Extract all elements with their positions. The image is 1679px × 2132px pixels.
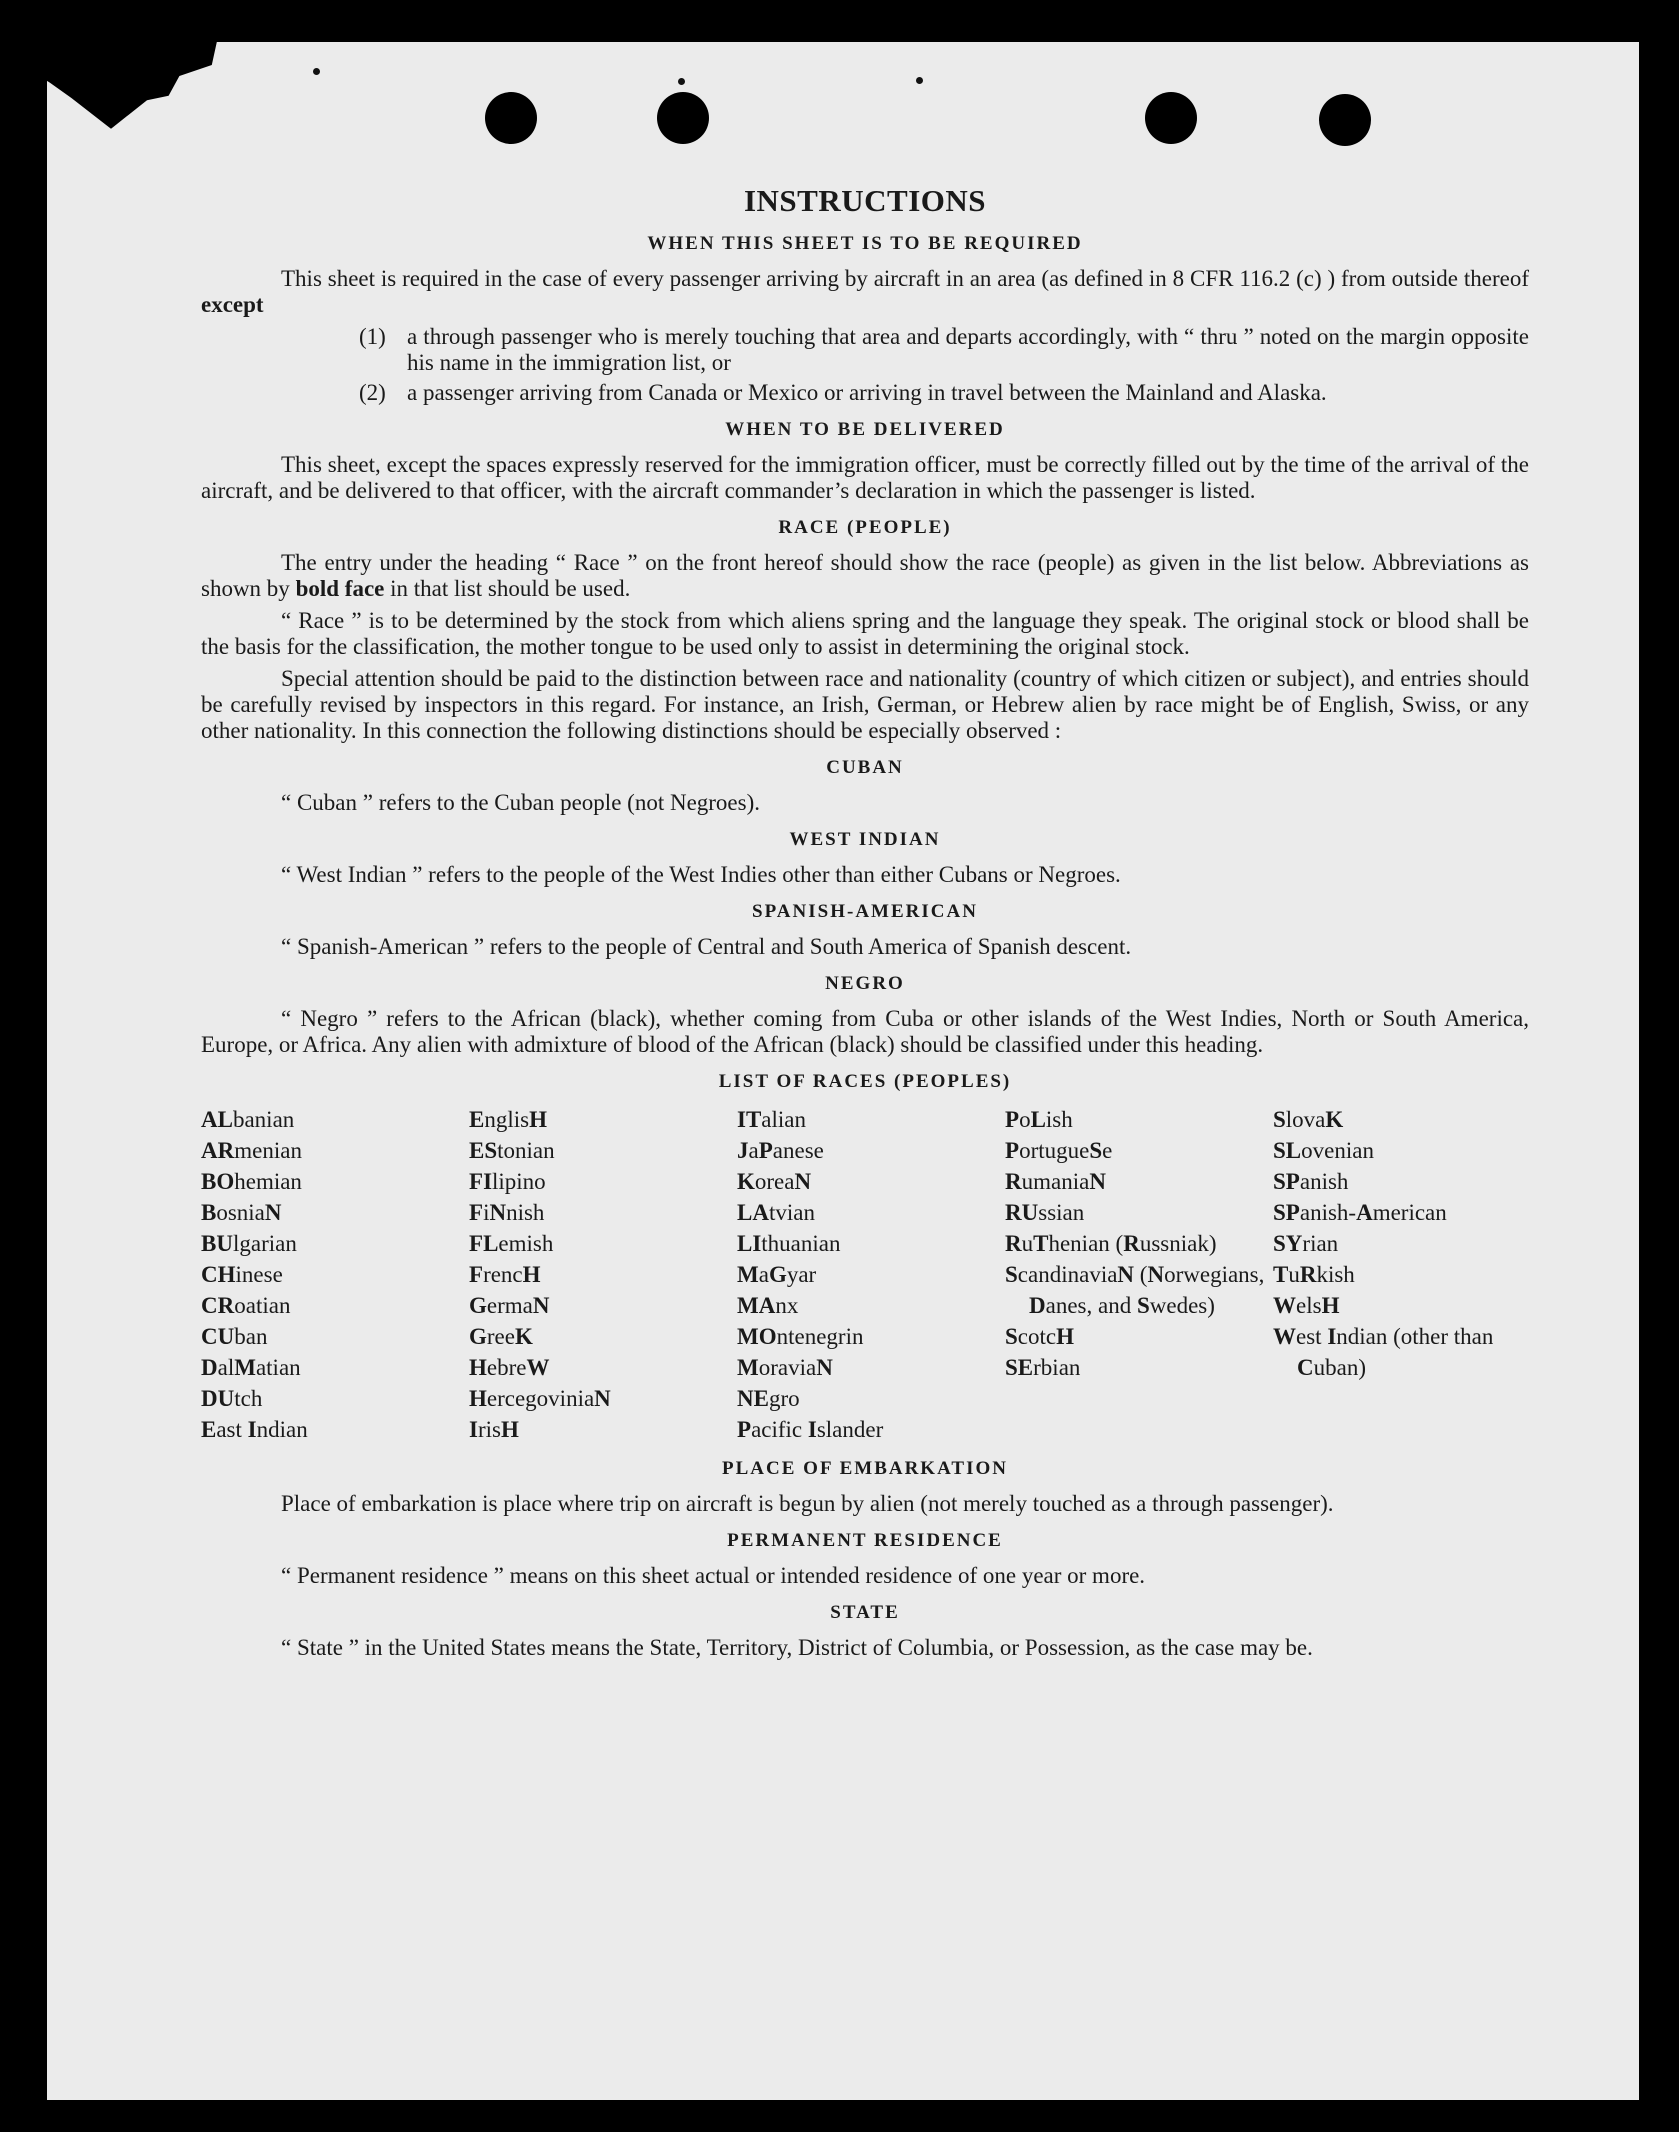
race-entry: NEgro (737, 1386, 800, 1411)
race-entry: ScandinaviaN (Norwegians, Danes, and Swedes) (1005, 1262, 1265, 1318)
paragraph: Place of embarkation is place where trip on aircraft is begun by alien (not merely touched as a through passenger). (281, 1491, 1334, 1516)
race-entry: BUlgarian (201, 1231, 297, 1256)
paragraph: “ Permanent residence ” means on this sheet actual or intended residence of one year or more. (281, 1563, 1146, 1588)
race-entry: IrisH (469, 1417, 519, 1442)
speck (916, 77, 923, 84)
race-entry: RUssian (1005, 1200, 1085, 1225)
race-entry: SLovenian (1273, 1138, 1374, 1163)
paragraph: “ State ” in the United States means the State, Territory, District of Columbia, or Possession, as the case may be. (281, 1635, 1313, 1660)
paragraph: “ Negro ” refers to the African (black), whether coming from Cuba or other islands of the West Indies, North or South America, Europe, or Africa. Any alien with admixture of blood of the African (black) should be classified under this heading. (201, 1006, 1529, 1057)
document-sheet (47, 42, 1639, 2100)
races-table (201, 1104, 1529, 1445)
race-entry: SYrian (1273, 1231, 1339, 1256)
race-entry: EnglisH (469, 1107, 547, 1132)
race-entry: ARmenian (201, 1138, 302, 1163)
punch-hole (657, 92, 709, 144)
race-entry: FiNnish (469, 1200, 545, 1225)
section-heading-spanish-american: SPANISH-AMERICAN (752, 901, 978, 922)
race-entry: SErbian (1005, 1355, 1081, 1380)
section-heading-list-of-races: LIST OF RACES (PEOPLES) (718, 1071, 1012, 1092)
race-entry: CUban (201, 1324, 268, 1349)
race-entry: LIthuanian (737, 1231, 841, 1256)
torn-corner (47, 42, 219, 142)
paragraph: This sheet, except the spaces expressly reserved for the immigration officer, must be correctly filled out by the time of the arrival of the aircraft, and be delivered to that officer, with the aircraft commander’s declaration in which the passenger is listed. (201, 452, 1529, 503)
race-entry: BosniaN (201, 1200, 282, 1225)
page-title: INSTRUCTIONS (743, 183, 986, 218)
races-column (201, 1104, 469, 1445)
race-entry: ScotcH (1005, 1324, 1074, 1349)
race-entry: KoreaN (737, 1169, 812, 1194)
race-entry: CHinese (201, 1262, 283, 1287)
race-entry: JaPanese (737, 1138, 824, 1163)
section-heading-cuban: CUBAN (826, 757, 904, 778)
race-entry: RumaniaN (1005, 1169, 1106, 1194)
races-column (1005, 1104, 1273, 1445)
section-heading-residence: PERMANENT RESIDENCE (727, 1530, 1003, 1551)
race-entry: LAtvian (737, 1200, 815, 1225)
paragraph: Special attention should be paid to the distinction between race and nationality (country of which citizen or subject), and entries should be carefully revised by inspectors in this regard. For instance, an Irish, German, or Hebrew alien by race might be of English, Swiss, or any other nationality. In this connection the following distinctions should be especially observed : (201, 666, 1529, 743)
speck (313, 68, 320, 75)
race-entry: PoLish (1005, 1107, 1073, 1132)
speck (678, 78, 685, 85)
race-entry: SPanish (1273, 1169, 1349, 1194)
list-item: (2) a passenger arriving from Canada or Mexico or arriving in travel between the Mainland and Alaska. (359, 380, 1327, 405)
race-entry: FrencH (469, 1262, 541, 1287)
paragraph: The entry under the heading “ Race ” on the front hereof should show the race (people) as given in the list below. Abbreviations as shown by bold face in that list should be used. (201, 550, 1529, 601)
section-heading-race: RACE (PEOPLE) (778, 517, 952, 538)
race-entry: Pacific Islander (737, 1417, 884, 1442)
race-entry: ALbanian (201, 1107, 295, 1132)
section-heading-delivered: WHEN TO BE DELIVERED (725, 419, 1005, 440)
race-entry: MaGyar (737, 1262, 817, 1287)
list-item: (1) a through passenger who is merely touching that area and departs accordingly, with “ thru ” noted on the margin opposite his name in the immigration list, or (359, 324, 1529, 375)
paragraph: “ Spanish-American ” refers to the people of Central and South America of Spanish descent. (281, 934, 1132, 959)
punch-hole (485, 92, 537, 144)
punch-hole (1319, 94, 1371, 146)
race-entry: WelsH (1273, 1293, 1340, 1318)
race-entry: HebreW (469, 1355, 550, 1380)
race-entry: TuRkish (1273, 1262, 1355, 1287)
section-heading-west-indian: WEST INDIAN (789, 829, 941, 850)
race-entry: EStonian (469, 1138, 555, 1163)
race-entry: East Indian (201, 1417, 308, 1442)
race-entry: SlovaK (1273, 1107, 1344, 1132)
races-column (737, 1104, 1005, 1445)
race-entry: GreeK (469, 1324, 533, 1349)
races-column (469, 1104, 737, 1445)
races-column (1273, 1104, 1529, 1445)
race-entry: ITalian (737, 1107, 806, 1132)
race-entry: West Indian (other than Cuban) (1273, 1324, 1494, 1380)
race-entry: FIlipino (469, 1169, 546, 1194)
race-entry: FLemish (469, 1231, 554, 1256)
race-entry: CRoatian (201, 1293, 291, 1318)
race-entry: GermaN (469, 1293, 550, 1318)
race-entry: DUtch (201, 1386, 263, 1411)
paragraph: “ West Indian ” refers to the people of the West Indies other than either Cubans or Negroes. (281, 862, 1121, 887)
race-entry: RuThenian (Russniak) (1005, 1231, 1217, 1256)
race-entry: MoraviaN (737, 1355, 833, 1380)
race-entry: MOntenegrin (737, 1324, 864, 1349)
race-entry: BOhemian (201, 1169, 302, 1194)
paragraph: “ Race ” is to be determined by the stock from which aliens spring and the language they speak. The original stock or blood shall be the basis for the classification, the mother tongue to be used only to assist in determining the original stock. (201, 608, 1529, 659)
race-entry: PortugueSe (1005, 1138, 1113, 1163)
race-entry: SPanish-American (1273, 1200, 1447, 1225)
section-heading-state: STATE (830, 1602, 900, 1623)
race-entry: MAnx (737, 1293, 799, 1318)
race-entry: HercegoviniaN (469, 1386, 611, 1411)
punch-hole (1145, 92, 1197, 144)
section-heading-negro: NEGRO (825, 973, 905, 994)
document-body (201, 182, 1529, 1667)
section-heading-required: WHEN THIS SHEET IS TO BE REQUIRED (647, 233, 1083, 254)
paragraph: “ Cuban ” refers to the Cuban people (not Negroes). (281, 790, 761, 815)
paragraph: This sheet is required in the case of every passenger arriving by aircraft in an area (as defined in 8 CFR 116.2 (c) ) from outside thereof except (201, 266, 1529, 317)
section-heading-embarkation: PLACE OF EMBARKATION (722, 1458, 1008, 1479)
race-entry: DalMatian (201, 1355, 301, 1380)
